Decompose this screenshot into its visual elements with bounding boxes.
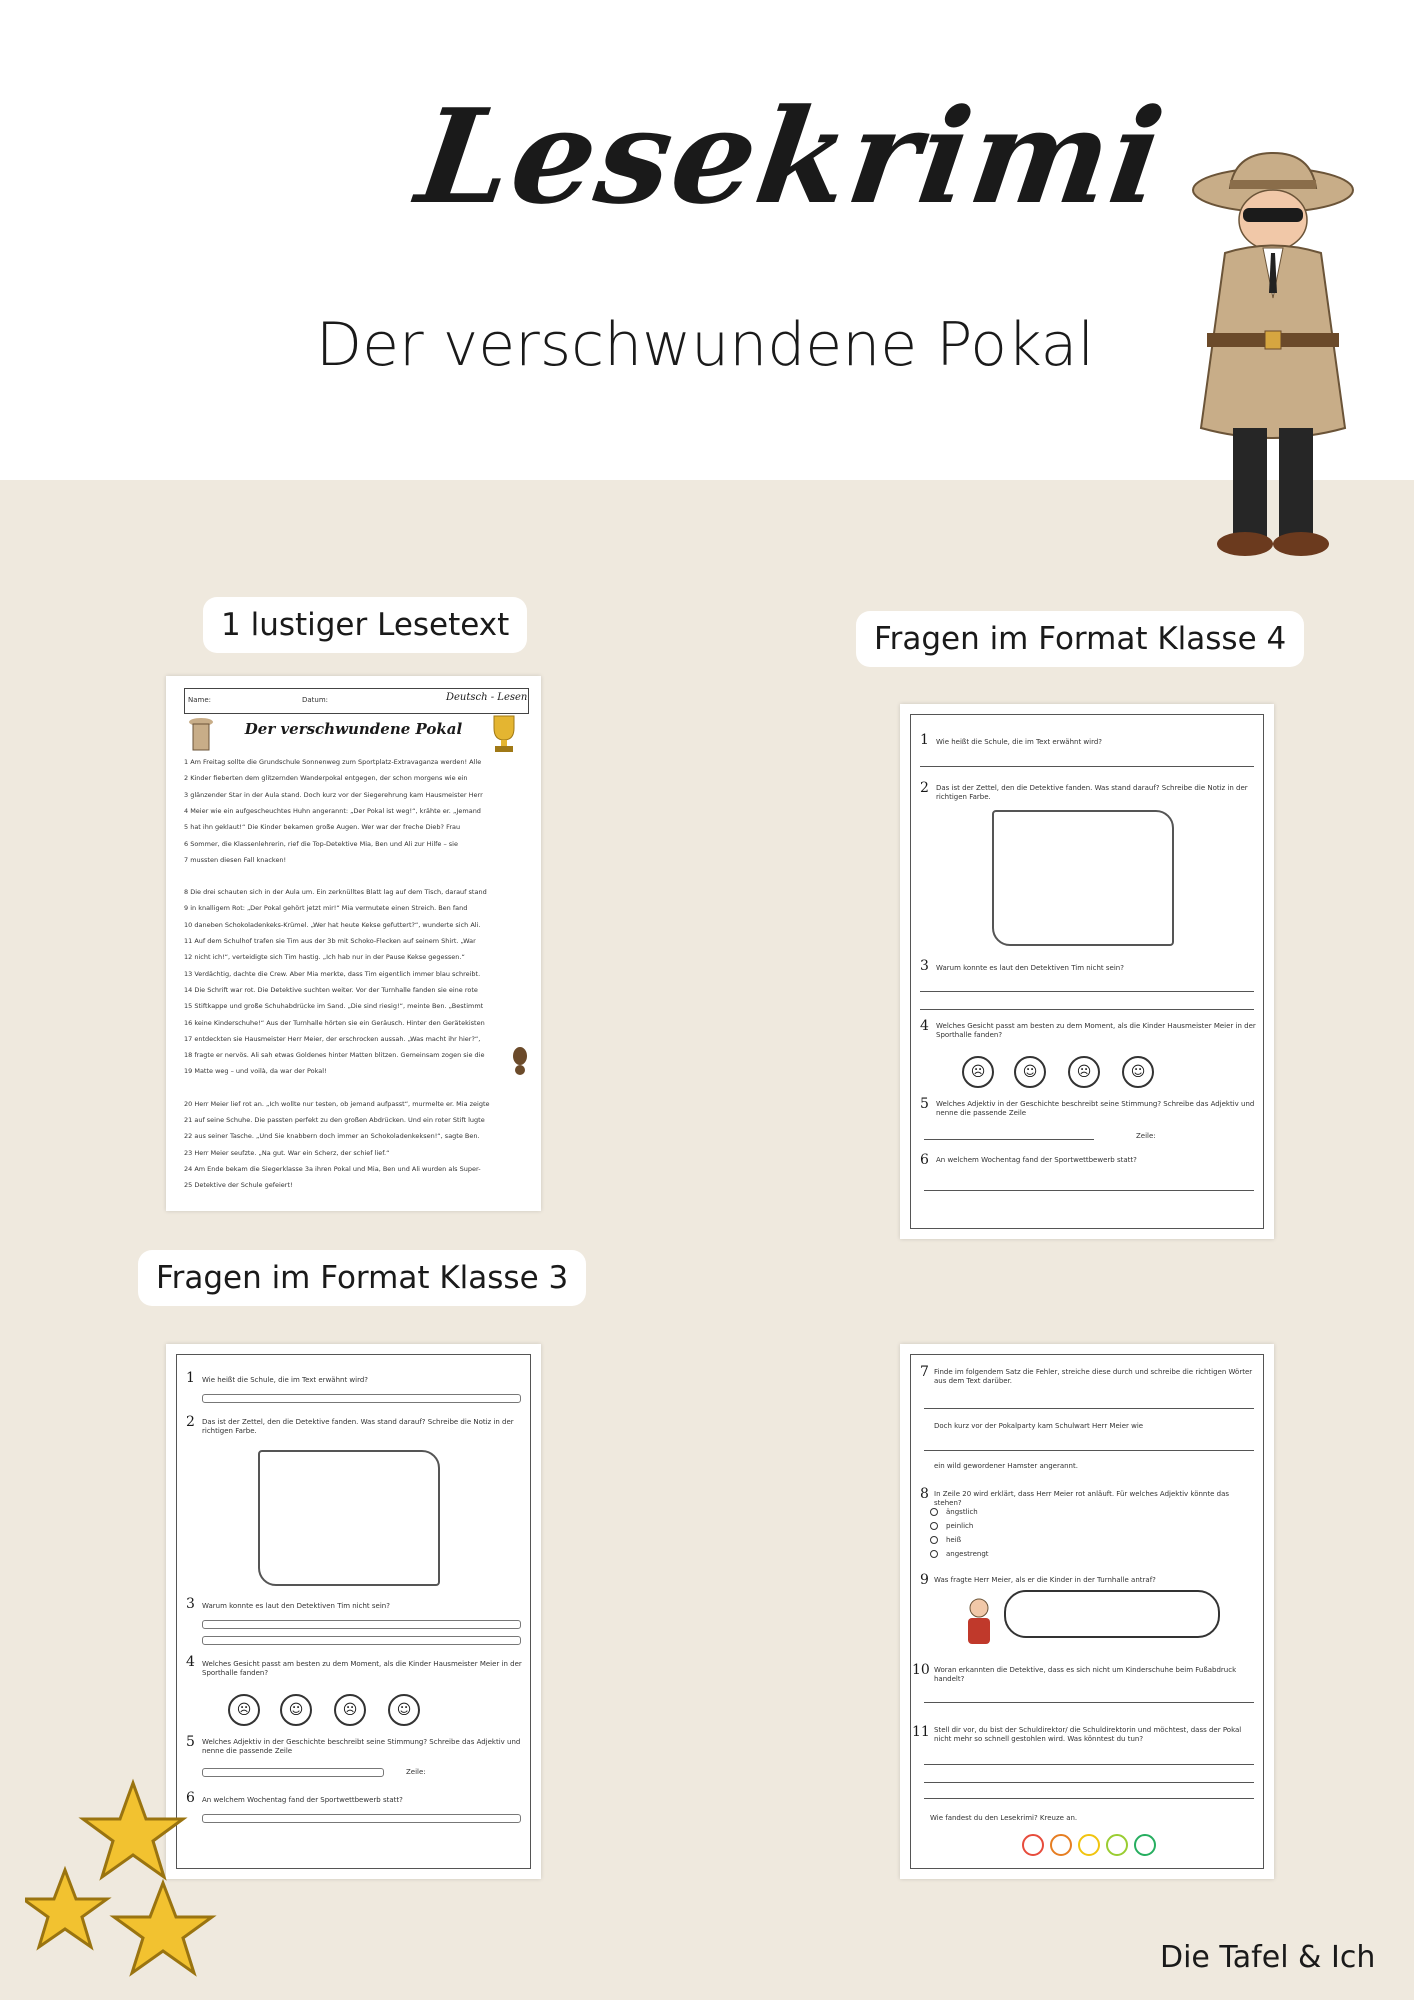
q7-sentence-a: Doch kurz vor der Pokalparty kam Schulwart Herr Meier wie — [934, 1422, 1144, 1430]
story-line: 6 Sommer, die Klassenlehrerin, rief die Top-Detektive Mia, Ben und Ali zur Hilfe – sie — [184, 839, 458, 848]
radio-icon[interactable] — [930, 1536, 938, 1544]
face-icon — [1050, 1834, 1072, 1856]
k4-zeile: Zeile: — [1136, 1132, 1156, 1140]
q8-option[interactable] — [930, 1508, 978, 1516]
face-icon — [1106, 1834, 1128, 1856]
detective-small-icon — [186, 714, 216, 752]
radio-icon[interactable] — [930, 1522, 938, 1530]
q8-option-label: peinlich — [946, 1522, 974, 1530]
face-icon: ☹ — [1068, 1056, 1100, 1088]
story-line: 14 Die Schrift war rot. Die Detektive suchten weiter. Vor der Turnhalle fanden sie eine rote — [184, 985, 478, 994]
speech-bubble — [1004, 1590, 1220, 1638]
q8-option[interactable] — [930, 1536, 961, 1544]
face-icon: ☹ — [334, 1694, 366, 1726]
stars-icon — [25, 1775, 225, 1985]
q8-option[interactable] — [930, 1522, 973, 1530]
k4-q3: Warum konnte es laut den Detektiven Tim nicht sein? — [936, 964, 1124, 972]
story-line: 13 Verdächtig, dachte die Crew. Aber Mia merkte, dass Tim eigentlich immer blau schreibt. — [184, 969, 481, 978]
q9: Was fragte Herr Meier, als er die Kinder in der Turnhalle antraf? — [934, 1576, 1156, 1584]
k3-q3: Warum konnte es laut den Detektiven Tim nicht sein? — [202, 1602, 390, 1610]
more-questions-sheet: 7 Finde im folgendem Satz die Fehler, streiche diese durch und schreibe die richtigen Wörter aus dem Text darüber. Doch kurz vor der Pokalparty kam Schulwart Herr Meier wie ein wild gewordener Hamster angerannt. 8 In Zeile 20 wird erklärt, dass Herr Meier rot anläuft. Für welches Adjektiv könnte das stehen? ängstlich peinlich heiß angestrengt 9 Was fragte Herr Meier, als er die Kinder in der Turnhalle antraf? 10 Woran erkannten die Detektive, dass es sich nicht um Kinderschuhe beim Fußabdruck handelt? 11 Stell dir vor, du bist der Schuldirektor/ die Schuldirektorin und möchtest, dass der Pokal nicht mehr so schnell gestohlen wird. Was könntest du tun? Wie fandest du den Lesekrimi? Kreuze an. — [900, 1344, 1274, 1879]
q8: In Zeile 20 wird erklärt, dass Herr Meier rot anläuft. Für welches Adjektiv könnte das stehen? — [934, 1490, 1230, 1507]
face-icon — [1134, 1834, 1156, 1856]
shoeprint-icon — [509, 1046, 531, 1076]
rating-faces — [1022, 1834, 1156, 1860]
janitor-icon — [962, 1596, 996, 1646]
story-title: Der verschwundene Pokal — [244, 720, 463, 738]
k3-q6: An welchem Wochentag fand der Sportwettbewerb statt? — [202, 1796, 403, 1804]
k4-q4: Welches Gesicht passt am besten zu dem Moment, als die Kinder Hausmeister Meier in der Sporthalle fanden? — [936, 1022, 1256, 1039]
story-line: 19 Matte weg – und voilà, da war der Pokal! — [184, 1067, 327, 1076]
radio-icon[interactable] — [930, 1508, 938, 1516]
q8-option-label: angestrengt — [946, 1550, 989, 1558]
k3-q4: Welches Gesicht passt am besten zu dem Moment, als die Kinder Hausmeister Meier in der Sporthalle fanden? — [202, 1660, 522, 1677]
text-sheet — [166, 676, 541, 1211]
k3-q5: Welches Adjektiv in der Geschichte beschreibt seine Stimmung? Schreibe das Adjektiv und nenne die passende Zeile — [202, 1738, 521, 1755]
label-klasse4: Fragen im Format Klasse 4 — [856, 611, 1304, 667]
story-line: 12 nicht ich!“, verteidigte sich Tim hastig. „Ich hab nur in der Pause Kekse gegessen.“ — [184, 953, 465, 962]
subject-label: Deutsch - Lesen — [446, 692, 528, 703]
story-line: 15 Stiftkappe und große Schuhabdrücke im Sand. „Die sind riesig!“, meinte Ben. „Bestimmt — [184, 1002, 484, 1011]
k4-q6: An welchem Wochentag fand der Sportwettbewerb statt? — [936, 1156, 1137, 1164]
q7-sentence-b: ein wild gewordener Hamster angerannt. — [934, 1462, 1078, 1470]
story-line: 16 keine Kinderschuhe!“ Aus der Turnhalle hörten sie ein Geräusch. Hinter den Gerätekisten — [184, 1018, 485, 1027]
face-icon: ☺ — [280, 1694, 312, 1726]
k3-zeile: Zeile: — [406, 1768, 426, 1776]
face-icon — [1022, 1834, 1044, 1856]
trophy-icon — [486, 712, 522, 754]
story-line: 20 Herr Meier lief rot an. „Ich wollte nur testen, ob jemand aufpasst“, murmelte er. Mia zeigte — [184, 1099, 490, 1108]
label-lesetext: 1 lustiger Lesetext — [203, 597, 527, 653]
face-icon: ☹ — [962, 1056, 994, 1088]
page-title: Lesekrimi — [409, 80, 1174, 233]
story-line: 22 aus seiner Tasche. „Und Sie knabbern doch immer an Schokoladenkeksen!“, sagte Ben. — [184, 1132, 480, 1141]
footer-brand: Die Tafel & Ich — [1160, 1940, 1376, 1975]
face-icon: ☹ — [228, 1694, 260, 1726]
q10: Woran erkannten die Detektive, dass es sich nicht um Kinderschuhe beim Fußabdruck handelt? — [934, 1666, 1237, 1683]
k3-q1: Wie heißt die Schule, die im Text erwähnt wird? — [202, 1376, 369, 1384]
story-line: 24 Am Ende bekam die Siegerklasse 3a ihren Pokal und Mia, Ben und Ali wurden als Super- — [184, 1164, 481, 1173]
q8-option-label: ängstlich — [946, 1508, 978, 1516]
face-icon: ☺ — [1122, 1056, 1154, 1088]
story-line: 25 Detektive der Schule gefeiert! — [184, 1181, 293, 1190]
q11: Stell dir vor, du bist der Schuldirektor/ die Schuldirektorin und möchtest, dass der Pokal nicht mehr so schnell gestohlen wird. Was könntest du tun? — [934, 1726, 1242, 1743]
story-line: 17 entdeckten sie Hausmeister Herr Meier, der erschrocken aussah. „Was macht ihr hier?“, — [184, 1034, 481, 1043]
story-line: 5 hat ihn geklaut!“ Die Kinder bekamen große Augen. Wer war der freche Dieb? Frau — [184, 823, 461, 832]
date-label: Datum: — [302, 696, 329, 704]
story-line: 10 daneben Schokoladenkeks-Krümel. „Wer hat heute Kekse gefuttert?“, wunderte sich Ali. — [184, 920, 481, 929]
k3-q2: Das ist der Zettel, den die Detektive fanden. Was stand darauf? Schreibe die Notiz in der richtigen Farbe. — [202, 1418, 514, 1435]
story-line: 23 Herr Meier seufzte. „Na gut. War ein Scherz, der schief lief.“ — [184, 1148, 390, 1157]
k4-q5: Welches Adjektiv in der Geschichte beschreibt seine Stimmung? Schreibe das Adjektiv und nenne die passende Zeile — [936, 1100, 1255, 1117]
detective-icon — [1185, 148, 1360, 568]
face-icon: ☺ — [1014, 1056, 1046, 1088]
face-icon: ☺ — [388, 1694, 420, 1726]
q8-option[interactable] — [930, 1550, 989, 1558]
k4-q2: Das ist der Zettel, den die Detektive fanden. Was stand darauf? Schreibe die Notiz in der richtigen Farbe. — [936, 784, 1248, 801]
q8-option-label: heiß — [946, 1536, 962, 1544]
face-icon — [1078, 1834, 1100, 1856]
story-line: 4 Meier wie ein aufgescheuchtes Huhn angerannt: „Der Pokal ist weg!“, krähte er. „Jemand — [184, 806, 481, 815]
story-line: 21 auf seine Schuhe. Die passten perfekt zu den großen Abdrücken. Und ein roter Stift lugte — [184, 1116, 485, 1124]
story-line: 3 glänzender Star in der Aula stand. Doch kurz vor der Siegerehrung kam Hausmeister Herr — [184, 790, 483, 799]
story-line: 11 Auf dem Schulhof trafen sie Tim aus der 3b mit Schoko-Flecken auf seinem Shirt. „War — [184, 937, 476, 945]
story-line: 9 in knalligem Rot: „Der Pokal gehört jetzt mir!“ Mia vermutete einen Streich. Ben fand — [184, 904, 468, 913]
rating-question: Wie fandest du den Lesekrimi? Kreuze an. — [930, 1814, 1078, 1822]
story-line: 8 Die drei schauten sich in der Aula um. Ein zerknülltes Blatt lag auf dem Tisch, darauf stand — [184, 888, 487, 897]
label-klasse3: Fragen im Format Klasse 3 — [138, 1250, 586, 1306]
k4-q1: Wie heißt die Schule, die im Text erwähnt wird? — [936, 738, 1103, 746]
story-line: 1 Am Freitag sollte die Grundschule Sonnenweg zum Sportplatz-Extravaganza werden! Alle — [184, 758, 482, 766]
page-subtitle: Der verschwundene Pokal — [315, 310, 1095, 380]
story-line: 7 mussten diesen Fall knacken! — [184, 855, 287, 864]
story-line: 18 fragte er nervös. Ali sah etwas Goldenes hinter Matten blitzen. Gemeinsam zogen sie die — [184, 1051, 485, 1060]
story-line: 2 Kinder fieberten dem glitzernden Wanderpokal entgegen, der schon morgens wie ein — [184, 774, 468, 783]
q7: Finde im folgendem Satz die Fehler, streiche diese durch und schreibe die richtigen Wörter aus dem Text darüber. — [934, 1368, 1253, 1385]
radio-icon[interactable] — [930, 1550, 938, 1558]
name-label: Name: — [188, 696, 212, 704]
klasse3-sheet: 1 Wie heißt die Schule, die im Text erwähnt wird? 2 Das ist der Zettel, den die Detektive fanden. Was stand darauf? Schreibe die Notiz in der richtigen Farbe. 3 Warum konnte es laut den Detektiven Tim nicht sein? 4 Welches Gesicht passt am besten zu dem Moment, als die Kinder Hausmeister Meier in der Sporthalle fanden? ☹ ☺ ☹ ☺ 5 Welches Adjektiv in der Geschichte beschreibt seine Stimmung? Schreibe das Adjektiv und nenne die passende Zeile Zeile: 6 An welchem Wochentag fand der Sportwettbewerb statt? — [166, 1344, 541, 1879]
klasse4-sheet: 1 Wie heißt die Schule, die im Text erwähnt wird? 2 Das ist der Zettel, den die Detektive fanden. Was stand darauf? Schreibe die Notiz in der richtigen Farbe. 3 Warum konnte es laut den Detektiven Tim nicht sein? 4 Welches Gesicht passt am besten zu dem Moment, als die Kinder Hausmeister Meier in der Sporthalle fanden? ☹ ☺ ☹ ☺ 5 Welches Adjektiv in der Geschichte beschreibt seine Stimmung? Schreibe das Adjektiv und nenne die passende Zeile Zeile: 6 An welchem Wochentag fand der Sportwettbewerb statt? — [900, 704, 1274, 1239]
